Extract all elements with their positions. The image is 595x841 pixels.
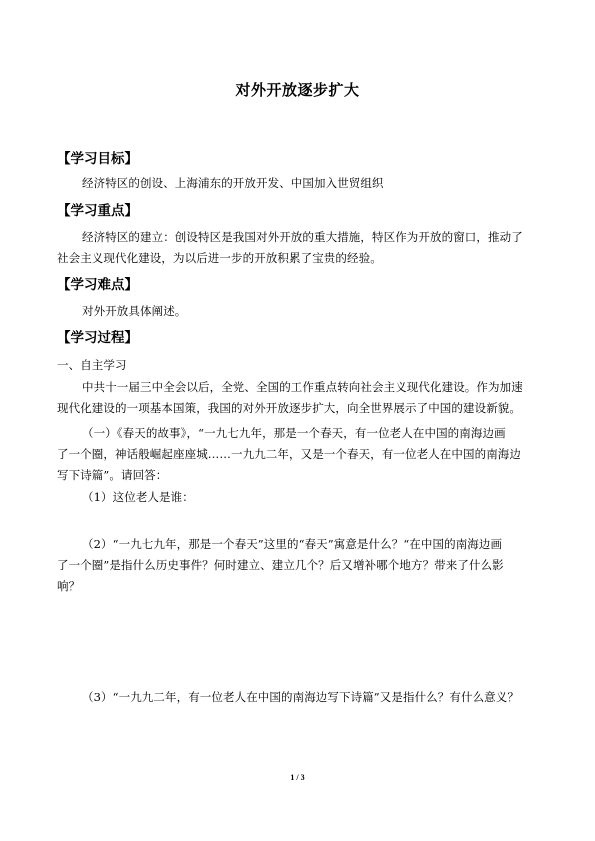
document-title: 对外开放逐步扩大 (235, 81, 360, 99)
key-points-heading: 【学习重点】 (57, 203, 138, 219)
question-3: （3）“一九九二年，有一位老人在中国的南海边写下诗篇”又是指什么？有什么意义？ (82, 690, 519, 704)
objectives-text: 经济特区的创设、上海浦东的开放开发、中国加入世贸组织 (82, 176, 384, 190)
objectives-heading: 【学习目标】 (57, 151, 138, 167)
story-line-3: 写下诗篇”。请回答： (57, 468, 168, 482)
key-points-text-line-2: 社会主义现代化建设，为以后进一步的开放积累了宝贵的经验。 (57, 251, 382, 265)
difficulties-text: 对外开放具体阐述。 (82, 304, 187, 318)
question-2-line-2: 了一个圈”是指什么历史事件？何时建立、建立几个？后又增补哪个地方？带来了什么影 (57, 558, 504, 572)
difficulties-heading: 【学习难点】 (57, 277, 138, 293)
question-1: （1）这位老人是谁： (82, 490, 194, 504)
question-2-line-3: 响？ (57, 579, 81, 593)
story-line-2: 了一个圈，神话般崛起座座城……一九九二年，又是一个春天，有一位老人在中国的南海边 (57, 447, 521, 461)
key-points-text-line-1: 经济特区的建立：创设特区是我国对外开放的重大措施，特区作为开放的窗口，推动了 (82, 230, 523, 244)
process-heading: 【学习过程】 (57, 330, 138, 346)
question-2-line-1: （2）“一九七九年，那是一个春天”这里的“春天”寓意是什么？“在中国的南海边画 (82, 537, 503, 551)
intro-line-1: 中共十一届三中全会以后，全党、全国的工作重点转向社会主义现代化建设。作为加速 (82, 380, 523, 394)
part-one-label: 一、自主学习 (57, 358, 127, 372)
story-line-1: （一）《春天的故事》，“一九七九年，那是一个春天，有一位老人在中国的南海边画 (82, 426, 506, 440)
intro-line-2: 现代化建设的一项基本国策，我国的对外开放逐步扩大，向全世界展示了中国的建设新貌。 (57, 401, 521, 415)
page-number: 1 / 3 (290, 773, 305, 782)
